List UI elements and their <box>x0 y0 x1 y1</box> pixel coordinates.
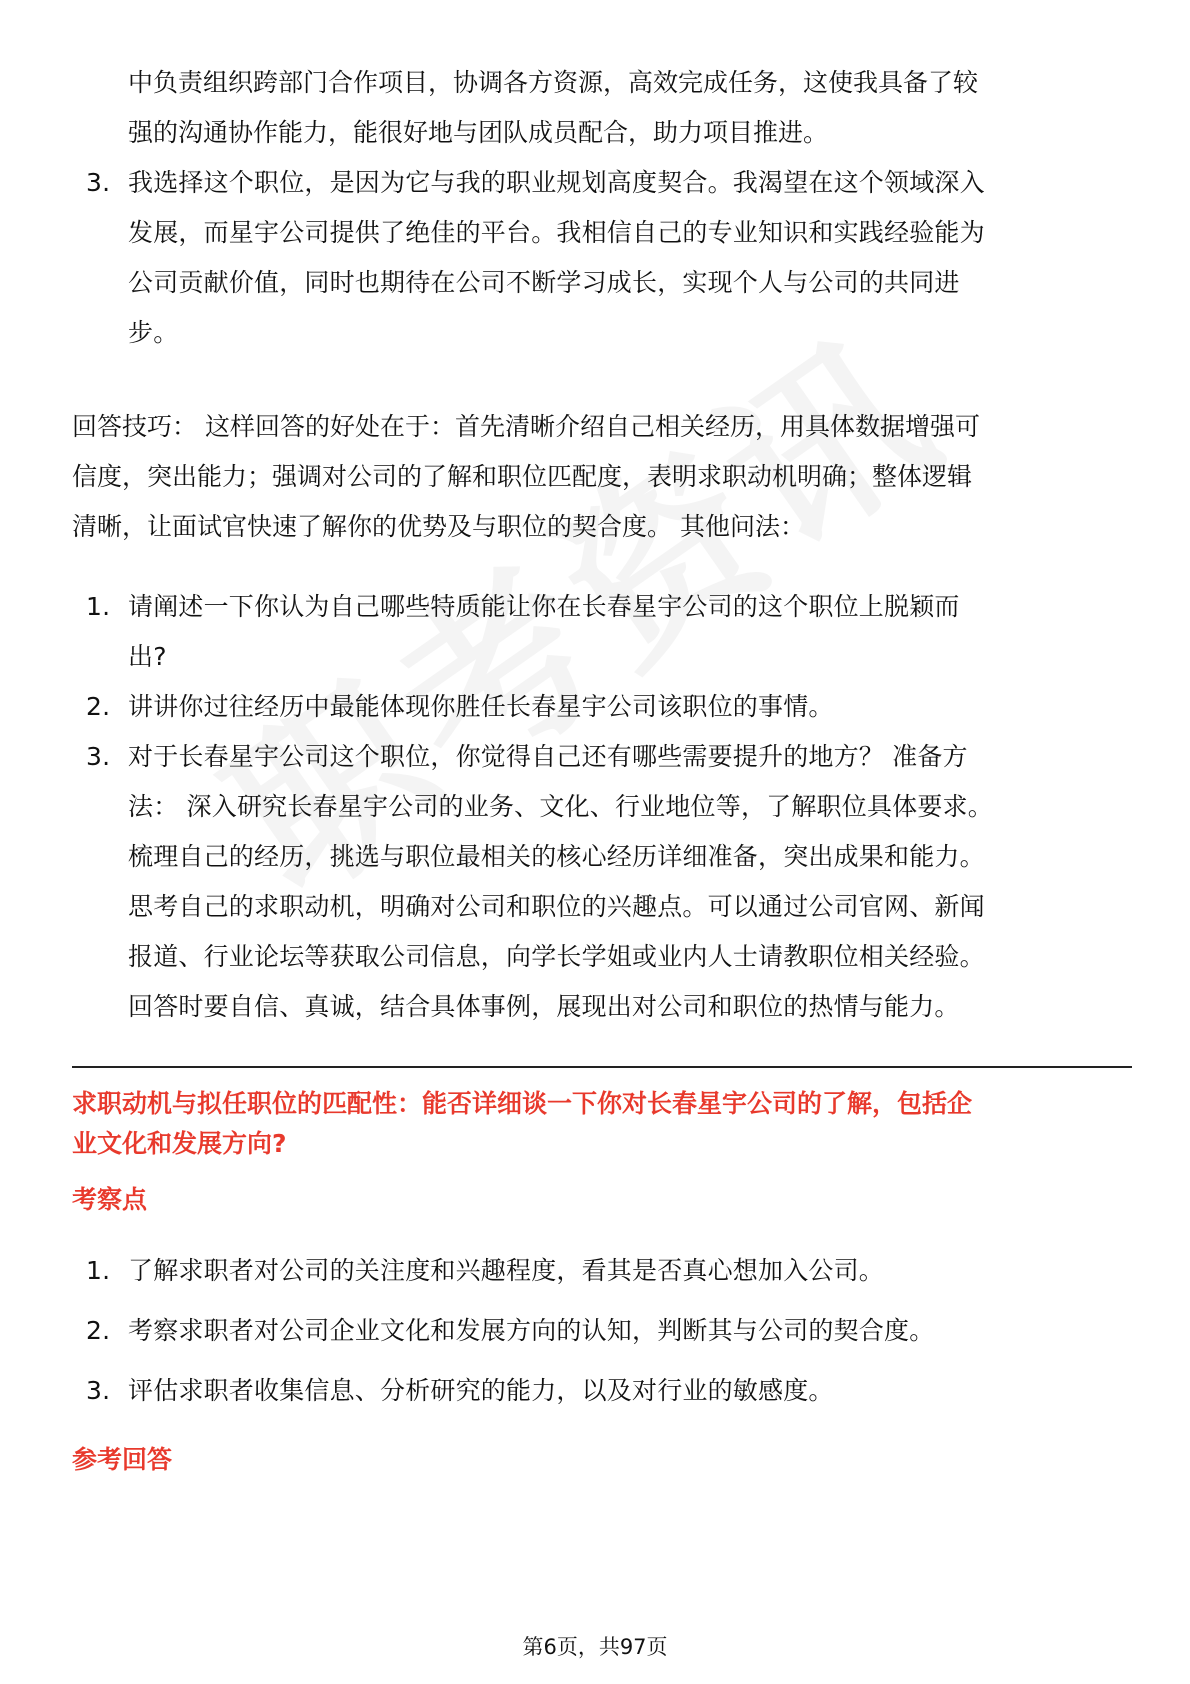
list-item <box>72 582 1132 682</box>
list-item-line: 请阐述一下你认为自己哪些特质能让你在长春星宇公司的这个职位上脱颖而 <box>128 592 960 621</box>
tips-line: 清晰，让面试官快速了解你的优势及与职位的契合度。 其他问法： <box>72 512 805 541</box>
question-heading-line: 业文化和发展方向? <box>72 1129 287 1158</box>
other-questions-list <box>72 582 1132 1032</box>
list-item <box>72 732 1132 1032</box>
list-item-line: 梳理自己的经历，挑选与职位最相关的核心经历详细准备，突出成果和能力。 <box>128 842 985 871</box>
list-number: 1. <box>86 1256 111 1285</box>
list-item-line: 报道、行业论坛等获取公司信息，向学长学姐或业内人士请教职位相关经验。 <box>128 942 985 971</box>
list-item-line: 步。 <box>128 318 179 347</box>
tips-paragraph <box>72 402 1132 552</box>
page-content <box>72 58 1132 1480</box>
list-number: 3. <box>86 1376 111 1405</box>
list-item-line: 法： 深入研究长春星宇公司的业务、文化、行业地位等，了解职位具体要求。 <box>128 792 993 821</box>
list-item <box>72 1366 1132 1416</box>
list-item-line: 我选择这个职位，是因为它与我的职业规划高度契合。我渴望在这个领域深入 <box>128 168 985 197</box>
list-item-line: 回答时要自信、真诚，结合具体事例，展现出对公司和职位的热情与能力。 <box>128 992 960 1021</box>
exam-points-heading: 考察点 <box>72 1185 148 1214</box>
list-item-line: 发展，而星宇公司提供了绝佳的平台。我相信自己的专业知识和实践经验能为 <box>128 218 985 247</box>
list-item-text: 评估求职者收集信息、分析研究的能力，以及对行业的敏感度。 <box>128 1376 834 1405</box>
list-item-line: 公司贡献价值，同时也期待在公司不断学习成长，实现个人与公司的共同进 <box>128 268 960 297</box>
list-number: 3. <box>86 742 111 771</box>
list-number: 2. <box>86 1316 111 1345</box>
list-item <box>72 158 1132 358</box>
list-number: 1. <box>86 592 111 621</box>
page-footer: 第6页，共97页 <box>522 1635 668 1659</box>
list-item <box>72 682 1132 732</box>
list-item-text: 了解求职者对公司的关注度和兴趣程度，看其是否真心想加入公司。 <box>128 1256 885 1285</box>
list-number: 2. <box>86 692 111 721</box>
continuation-block <box>72 58 1132 158</box>
answer-list-top <box>72 158 1132 358</box>
list-number: 3. <box>86 168 111 197</box>
exam-points-list <box>72 1246 1132 1416</box>
question-heading-line: 求职动机与拟任职位的匹配性：能否详细谈一下你对长春星宇公司的了解，包括企 <box>72 1089 973 1118</box>
list-item-text: 考察求职者对公司企业文化和发展方向的认知，判断其与公司的契合度。 <box>128 1316 935 1345</box>
list-item-line: 讲讲你过往经历中最能体现你胜任长春星宇公司该职位的事情。 <box>128 692 834 721</box>
reference-answer-heading: 参考回答 <box>72 1445 173 1474</box>
tips-line: 信度，突出能力；强调对公司的了解和职位匹配度，表明求职动机明确；整体逻辑 <box>72 462 973 491</box>
list-item-line: 出? <box>128 642 167 671</box>
list-item <box>72 1246 1132 1296</box>
list-item <box>72 1306 1132 1356</box>
tips-line: 回答技巧： 这样回答的好处在于：首先清晰介绍自己相关经历，用具体数据增强可 <box>72 412 980 441</box>
continuation-line: 强的沟通协作能力，能很好地与团队成员配合，助力项目推进。 <box>128 118 829 147</box>
list-item-line: 思考自己的求职动机，明确对公司和职位的兴趣点。可以通过公司官网、新闻 <box>128 892 985 921</box>
list-item-line: 对于长春星宇公司这个职位，你觉得自己还有哪些需要提升的地方？ 准备方 <box>128 742 968 771</box>
continuation-line: 中负责组织跨部门合作项目，协调各方资源，高效完成任务，这使我具备了较 <box>128 68 979 97</box>
question-heading <box>72 1084 1132 1164</box>
